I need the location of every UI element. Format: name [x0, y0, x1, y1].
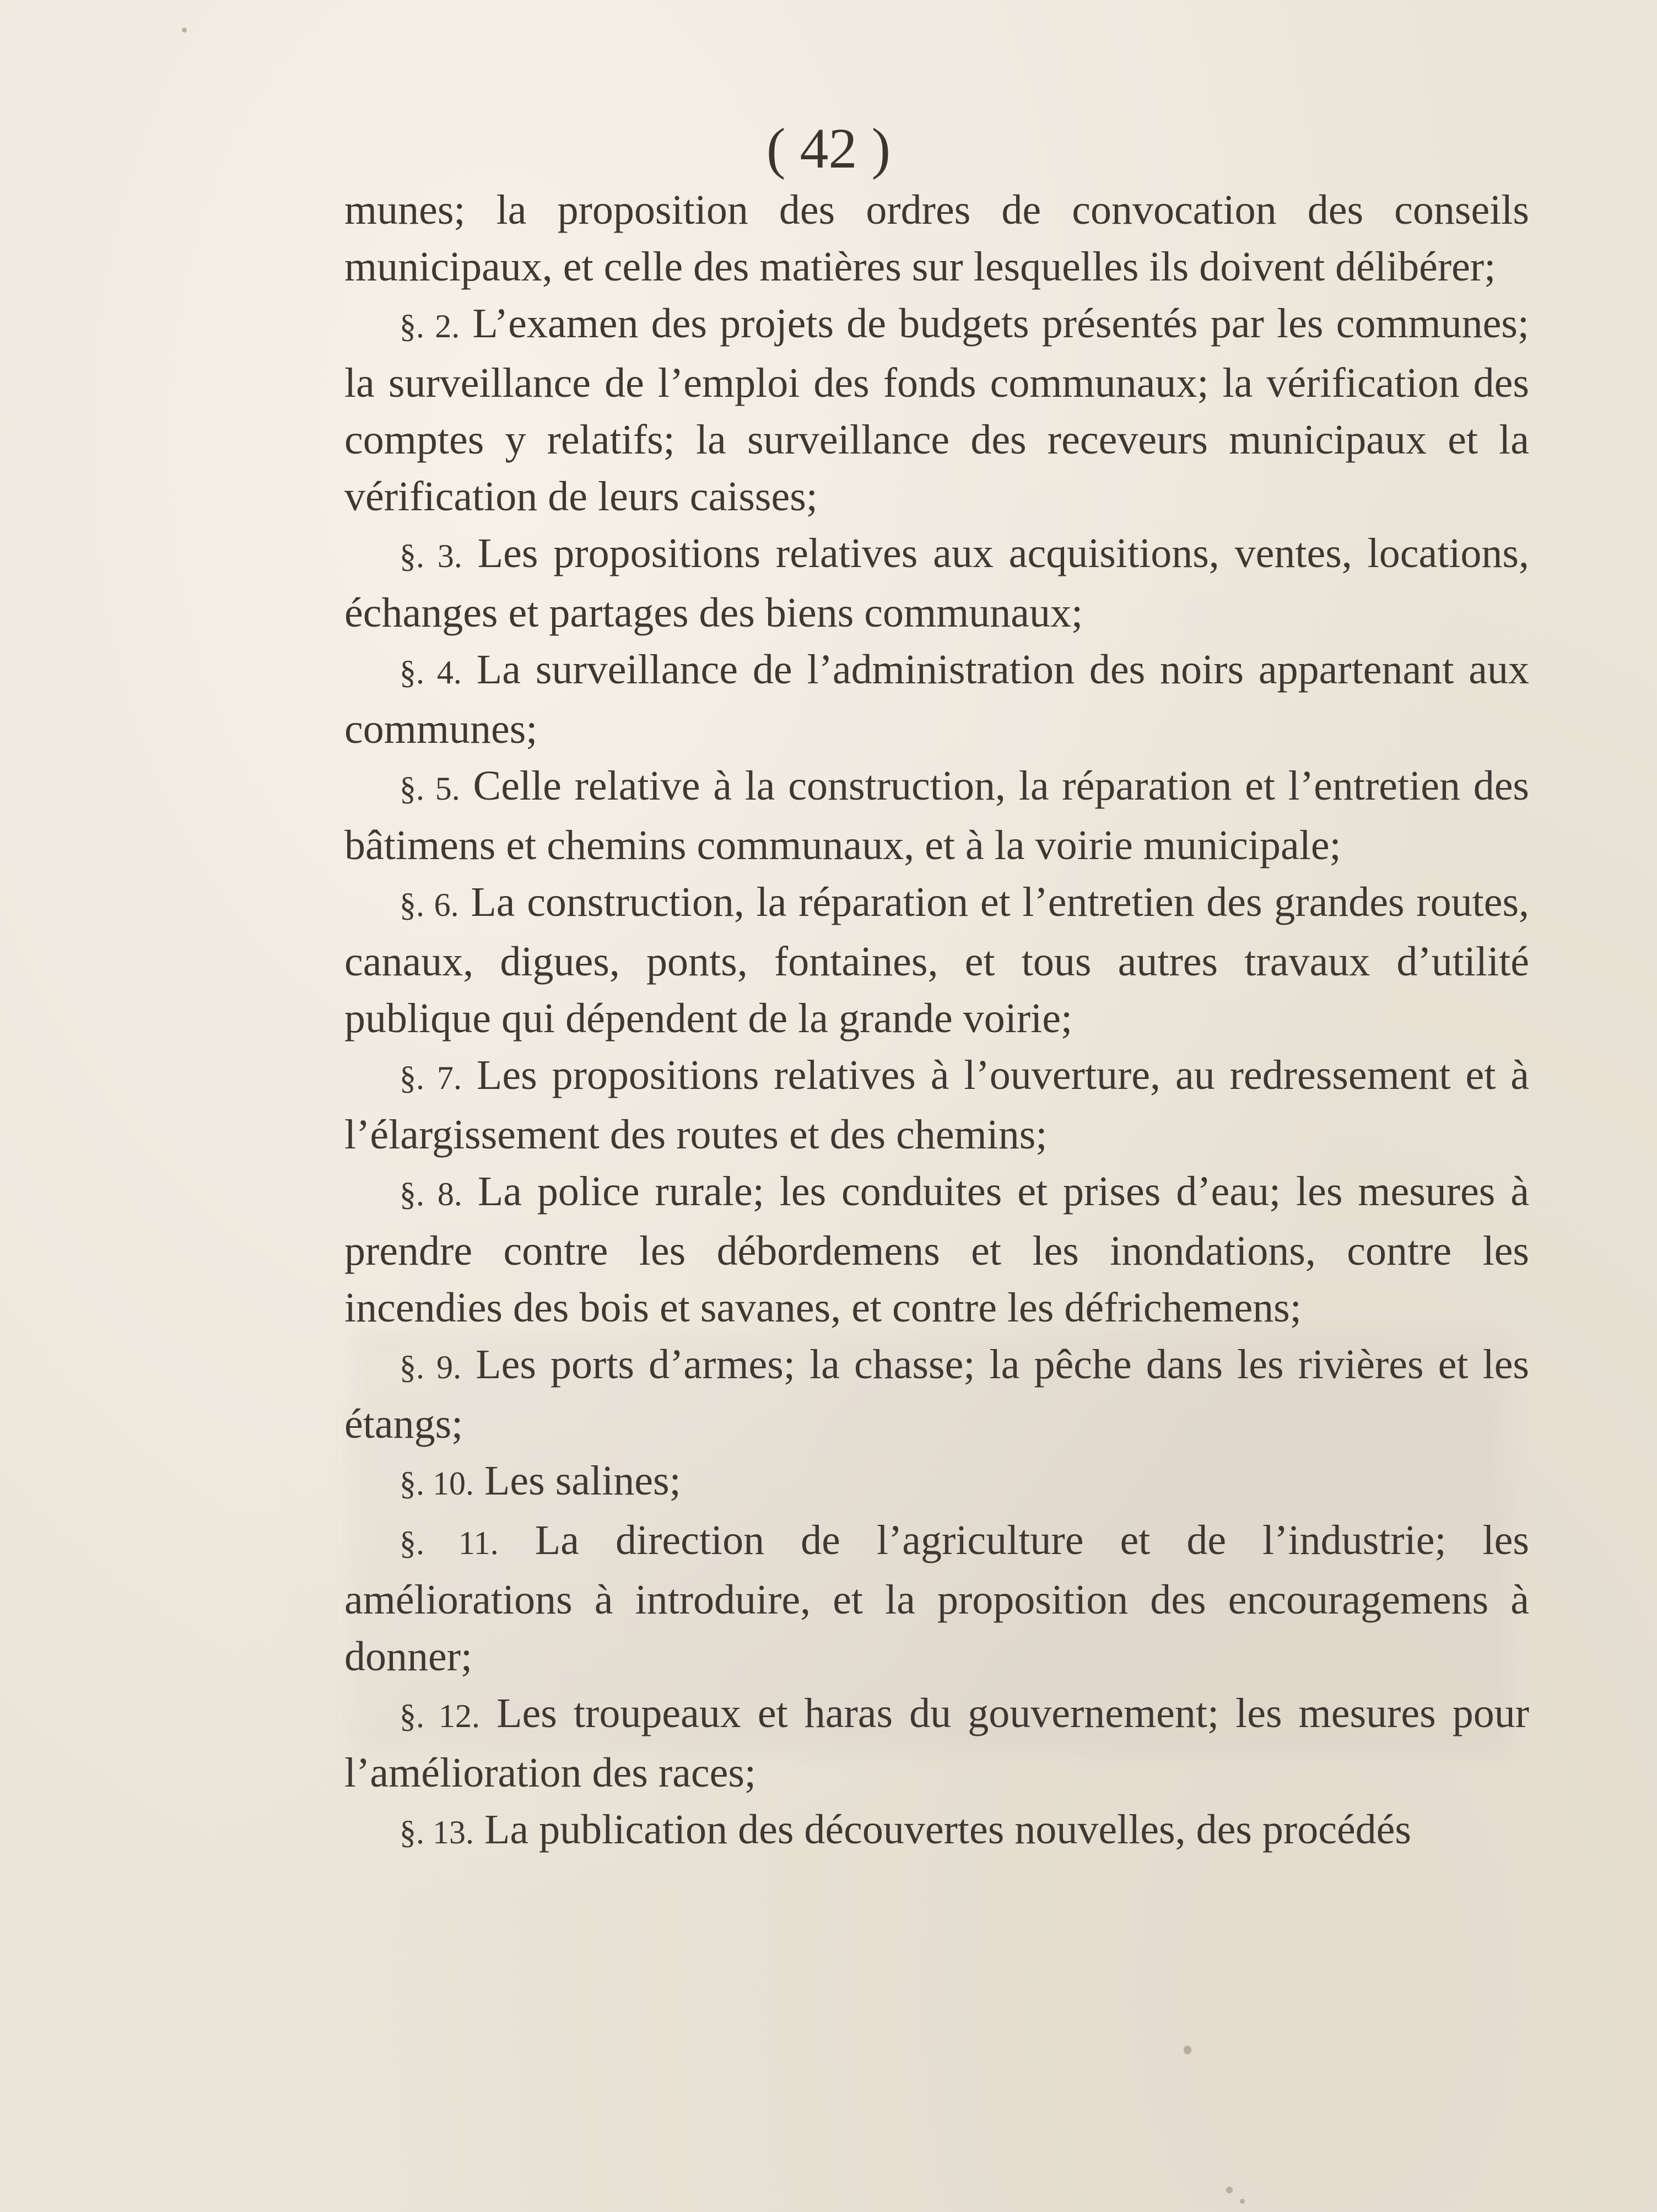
section-number: §. 10. [400, 1465, 474, 1502]
section-number: §. 9. [400, 1349, 462, 1385]
paragraph-text: La police rurale; les conduites et prises d’eau; les mesures à prendre contre les débordemens et les inondations, contre les incendies des bois et savanes, et contre les défrichemens; [344, 1168, 1530, 1331]
paragraph [344, 182, 1529, 295]
section-number: §. 12. [400, 1698, 481, 1734]
paper-speck [1240, 2199, 1245, 2204]
paragraph [344, 525, 1529, 641]
paragraph [344, 1163, 1529, 1336]
paper-speck [182, 28, 187, 33]
section-number: §. 7. [400, 1060, 462, 1096]
paragraph [344, 874, 1529, 1047]
paragraph [344, 295, 1529, 525]
page-body [344, 182, 1529, 1861]
paragraph-text: Les ports d’armes; la chasse; la pêche dans les rivières et les étangs; [344, 1341, 1530, 1447]
section-number: §. 6. [400, 887, 459, 923]
paragraph [344, 758, 1529, 874]
paragraph-text: Les propositions relatives aux acquisitions, ventes, locations, échanges et partages des biens communaux; [344, 530, 1530, 636]
section-number: §. 8. [400, 1176, 462, 1212]
section-number: §. 5. [400, 770, 460, 807]
paragraph-text: La direction de l’agriculture et de l’industrie; les améliorations à introduire, et la proposition des encouragemens à donner; [344, 1517, 1529, 1680]
paragraph [344, 1512, 1529, 1685]
section-number: §. 2. [400, 308, 460, 344]
paragraph [344, 1336, 1529, 1453]
paragraph-text: La construction, la réparation et l’entretien des grandes routes, canaux, digues, ponts, fontaines, et tous autres travaux d’utilité publique qui dépendent de la grande voirie; [344, 879, 1530, 1042]
section-number: §. 13. [400, 1814, 474, 1850]
paragraph-text: Celle relative à la construction, la réparation et l’entretien des bâtimens et chemins communaux, et à la voirie municipale; [344, 763, 1530, 868]
paragraph-text: L’examen des projets de budgets présentés par les communes; la surveillance de l’emploi des fonds communaux; la vérification des comptes y relatifs; la surveillance des receveurs municipaux et la vérification de leurs caisses; [344, 300, 1529, 520]
paragraph-text: munes; la proposition des ordres de convocation des conseils municipaux, et celle des matières sur lesquelles ils doivent délibérer; [344, 187, 1529, 290]
section-number: §. 4. [400, 654, 462, 690]
section-number: §. 11. [400, 1525, 499, 1561]
paragraph [344, 1801, 1529, 1861]
paper-speck [1226, 2187, 1233, 2193]
paragraph-text: La publication des découvertes nouvelles, des procédés [484, 1806, 1411, 1853]
paragraph [344, 1685, 1529, 1801]
paragraph [344, 641, 1529, 758]
page-number: ( 42 ) [766, 117, 891, 180]
paper-speck [1184, 2046, 1191, 2054]
paragraph [344, 1047, 1529, 1163]
paragraph-text: Les propositions relatives à l’ouverture, au redressement et à l’élargissement des routes et des chemins; [344, 1052, 1530, 1158]
section-number: §. 3. [400, 538, 462, 574]
paragraph-text: Les troupeaux et haras du gouvernement; les mesures pour l’amélioration des races; [344, 1690, 1530, 1796]
paragraph [344, 1453, 1529, 1512]
paragraph-text: La surveillance de l’administration des noirs appartenant aux communes; [344, 646, 1530, 752]
paragraph-text: Les salines; [484, 1458, 681, 1504]
